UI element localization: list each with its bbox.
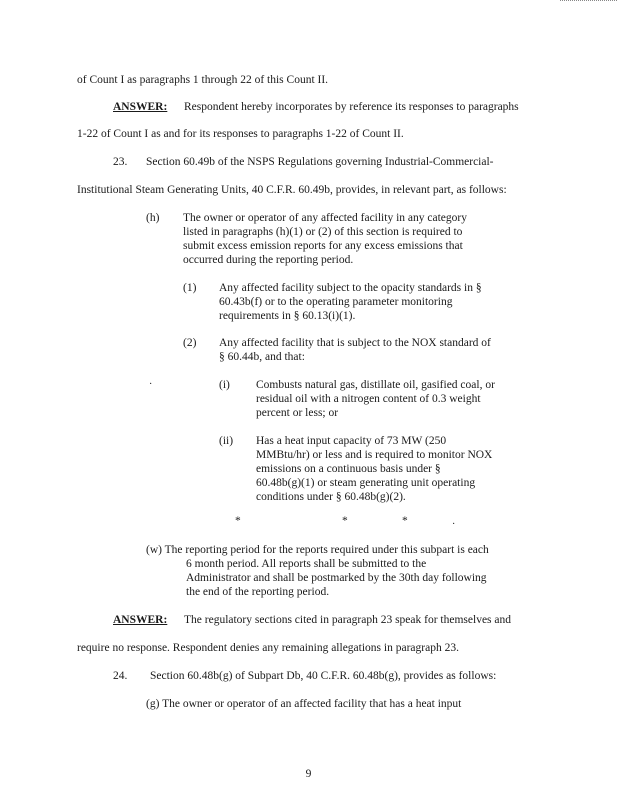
quote-line: listed in paragraphs (h)(1) or (2) of this section is required to [183,226,463,238]
text-line: Institutional Steam Generating Units, 40 C.F.R. 60.49b, provides, in relevant part, as follows: [77,184,507,196]
quote-line: requirements in § 60.13(i)(1). [219,310,356,322]
quote-line: Combusts natural gas, distillate oil, gasified coal, or [256,379,495,391]
quote-line: 6 month period. All reports shall be submitted to the [186,558,427,570]
quote-line: 60.48b(g)(1) or steam generating unit operating [256,477,476,489]
quote-line: Administrator and shall be postmarked by the 30th day following [186,572,487,584]
quote-line: (g) The owner or operator of an affected facility that has a heat input [146,698,462,710]
text-line: require no response. Respondent denies any remaining allegations in paragraph 23. [77,642,459,654]
top-edge-mark [560,0,617,2]
text-line: 1-22 of Count I as and for its responses to paragraphs 1-22 of Count II. [77,128,404,140]
subsection-label: (2) [183,337,197,349]
quote-line: Any affected facility subject to the opacity standards in § [219,282,482,294]
quote-line: 60.43b(f) or to the operating parameter monitoring [219,296,453,308]
answer-label: ANSWER: [113,101,168,113]
text-line: The regulatory sections cited in paragraph 23 speak for themselves and [184,614,511,626]
page-number: 9 [305,768,312,780]
text-line: Section 60.49b of the NSPS Regulations governing Industrial-Commercial- [146,156,494,168]
quote-line: Any affected facility that is subject to the NOX standard of [219,337,491,349]
text-line: of Count I as paragraphs 1 through 22 of this Count II. [77,74,329,86]
quote-line: conditions under § 60.48b(g)(2). [256,491,406,503]
subsection-label: (h) [146,212,160,224]
paragraph-number: 23. [113,156,128,168]
paragraph-number: 24. [113,670,128,682]
quote-line: the end of the reporting period. [186,586,330,598]
subsection-label: (i) [219,379,230,391]
ellipsis-star: * [342,515,348,527]
quote-line: percent or less; or [256,407,339,419]
quote-line: The owner or operator of any affected facility in any category [183,212,467,224]
quote-line: § 60.44b, and that: [219,351,305,363]
quote-line: emissions on a continuous basis under § [256,463,441,475]
text-line: Respondent hereby incorporates by reference its responses to paragraphs [184,101,519,113]
scan-speck: · [452,519,456,530]
quote-line: occurred during the reporting period. [183,254,354,266]
answer-label: ANSWER: [113,614,168,626]
ellipsis-star: * [402,515,408,527]
quote-line: residual oil with a nitrogen content of 0.3 weight [256,393,481,405]
quote-line: MMBtu/hr) or less and is required to monitor NOX [256,449,493,461]
ellipsis-star: * [235,515,241,527]
subsection-label: (ii) [219,435,234,447]
text-line: Section 60.48b(g) of Subpart Db, 40 C.F.R. 60.48b(g), provides as follows: [150,670,497,682]
quote-line: Has a heat input capacity of 73 MW (250 [256,435,447,447]
subsection-label: (1) [183,282,197,294]
scan-speck: · [149,379,153,390]
quote-line: (w) The reporting period for the reports required under this subpart is each [146,544,489,556]
quote-line: submit excess emission reports for any excess emissions that [183,240,463,252]
